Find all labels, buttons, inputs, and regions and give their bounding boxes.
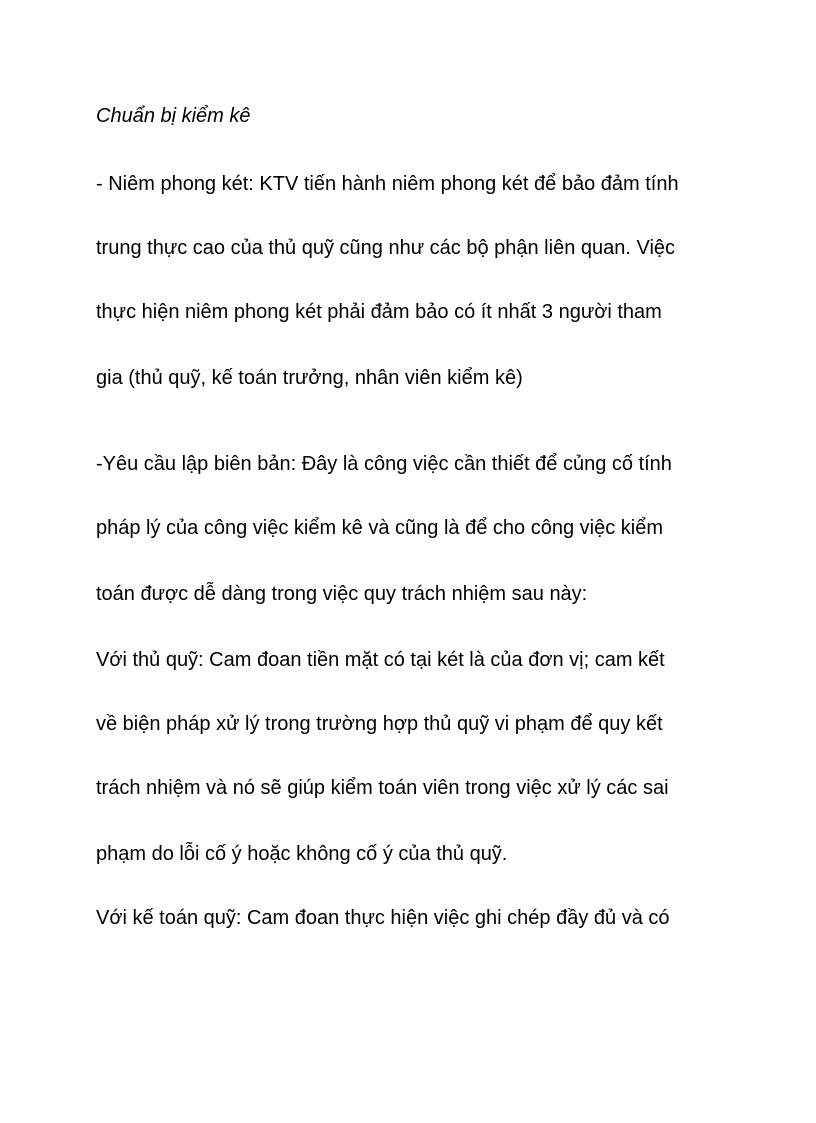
- section-heading: Chuẩn bị kiểm kê: [96, 105, 251, 127]
- text-line: pháp lý của công việc kiểm kê và cũng là để cho công việc kiểm: [96, 517, 663, 539]
- text-line: về biện pháp xử lý trong trường hợp thủ quỹ vi phạm để quy kết: [96, 713, 663, 735]
- text-line: thực hiện niêm phong két phải đảm bảo có ít nhất 3 người tham: [96, 301, 662, 323]
- text-line: - Niêm phong két: KTV tiến hành niêm phong két để bảo đảm tính: [96, 173, 679, 195]
- text-line: trách nhiệm và nó sẽ giúp kiểm toán viên trong việc xử lý các sai: [96, 777, 669, 799]
- text-line: toán được dễ dàng trong việc quy trách nhiệm sau này:: [96, 583, 588, 605]
- text-line: trung thực cao của thủ quỹ cũng như các bộ phận liên quan. Việc: [96, 237, 676, 259]
- text-line: -Yêu cầu lập biên bản: Đây là công việc cần thiết để củng cố tính: [96, 453, 672, 475]
- text-line: Với kế toán quỹ: Cam đoan thực hiện việc ghi chép đầy đủ và có: [96, 907, 670, 929]
- text-line: phạm do lỗi cố ý hoặc không cố ý của thủ quỹ.: [96, 843, 508, 865]
- text-line: Với thủ quỹ: Cam đoan tiền mặt có tại két là của đơn vị; cam kết: [96, 649, 665, 671]
- text-line: gia (thủ quỹ, kế toán trưởng, nhân viên kiểm kê): [96, 367, 523, 389]
